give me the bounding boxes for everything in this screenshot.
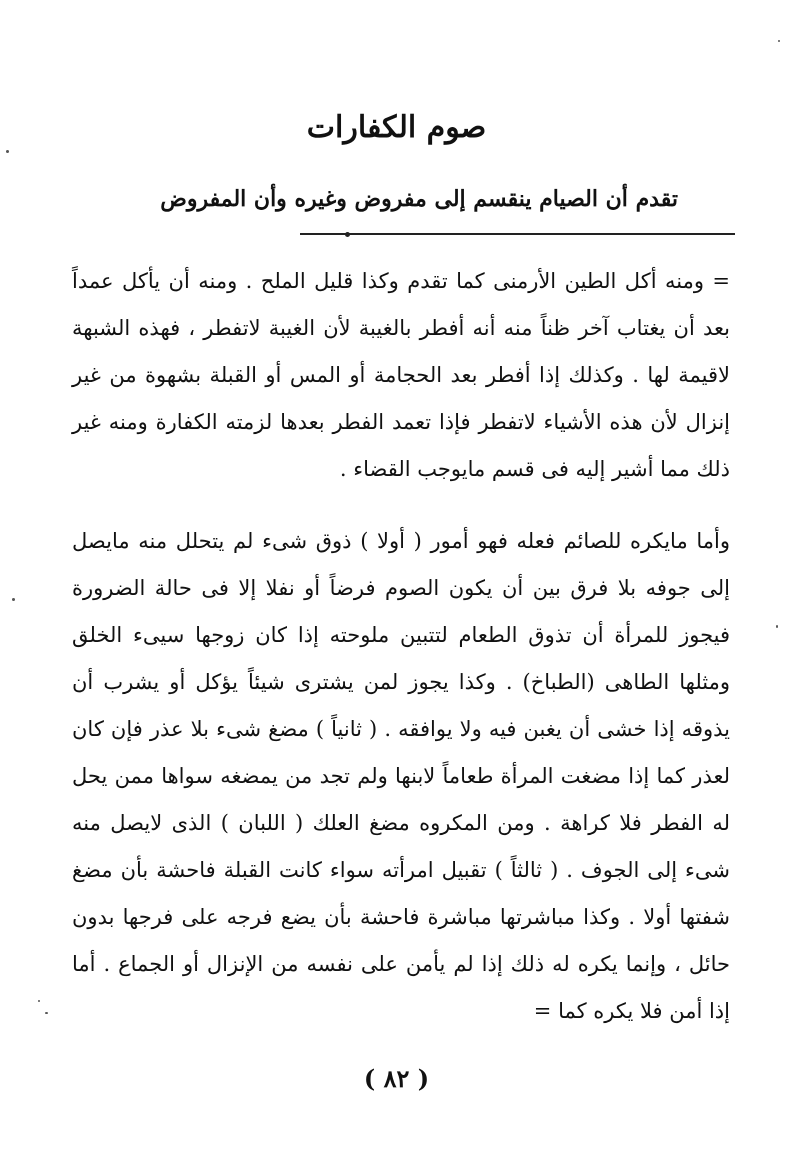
subtitle-divider <box>300 233 735 235</box>
scan-speck <box>6 150 9 153</box>
scan-speck <box>38 1000 40 1002</box>
divider-dot <box>345 232 350 237</box>
section-subtitle: تقدم أن الصيام ينقسم إلى مفروض وغيره وأن المفروض <box>160 186 678 212</box>
page-title: صوم الكفارات <box>306 110 487 145</box>
paragraph-1: = ومنه أكل الطين الأرمنى كما تقدم وكذا قليل الملح . ومنه أن يأكل عمداً بعد أن يغتاب آخر ظناً منه أنه أفطر بالغيبة لأن الغيبة لاتفطر ، فهذه الشبهة لاقيمة لها . وكذلك إذا أفطر بعد الحجامة أو المس أو القبلة بشهوة من غير إنزال لأن هذه الأشياء لاتفطر فإذا تعمد الفطر بعدها لزمته الكفارة ومنه غير ذلك مما أشير إليه فى قسم مايوجب القضاء . <box>72 269 730 481</box>
scan-speck <box>12 598 15 601</box>
scan-speck <box>45 1012 48 1014</box>
scan-speck <box>778 40 780 42</box>
paragraph-2: وأما مايكره للصائم فعله فهو أمور ( أولا ) ذوق شىء لم يتحلل منه مايصل إلى جوفه بلا فرق بين أن يكون الصوم فرضاً أو نفلا إلا فى حالة الضرورة فيجوز للمرأة أن تذوق الطعام لتتبين ملوحته إذا كان زوجها سيىء الخلق ومثلها الطاهى (الطباخ) . وكذا يجوز لمن يشترى شيئاً يؤكل أو يشرب أن يذوقه إذا خشى أن يغبن فيه ولا يوافقه . ( ثانياً ) مضغ شىء بلا عذر فإن كان لعذر كما إذا مضغت المرأة طعاماً لابنها ولم تجد من يمضغه سواها ممن يحل له الفطر فلا كراهة . ومن المكروه مضغ العلك ( اللبان ) الذى لايصل منه شىء إلى الجوف . ( ثالثاً ) تقبيل امرأته سواء كانت القبلة فاحشة بأن مضغ شفتها أولا . وكذا مباشرتها مباشرة فاحشة بأن يضع فرجه على فرجها بدون حائل ، وإنما يكره له ذلك إذا لم يأمن على نفسه من الإنزال أو الجماع . أما إذا أمن فلا يكره كما = <box>72 529 730 1023</box>
scan-speck <box>776 625 778 628</box>
page-number: ( ٨٢ ) <box>363 1064 430 1093</box>
